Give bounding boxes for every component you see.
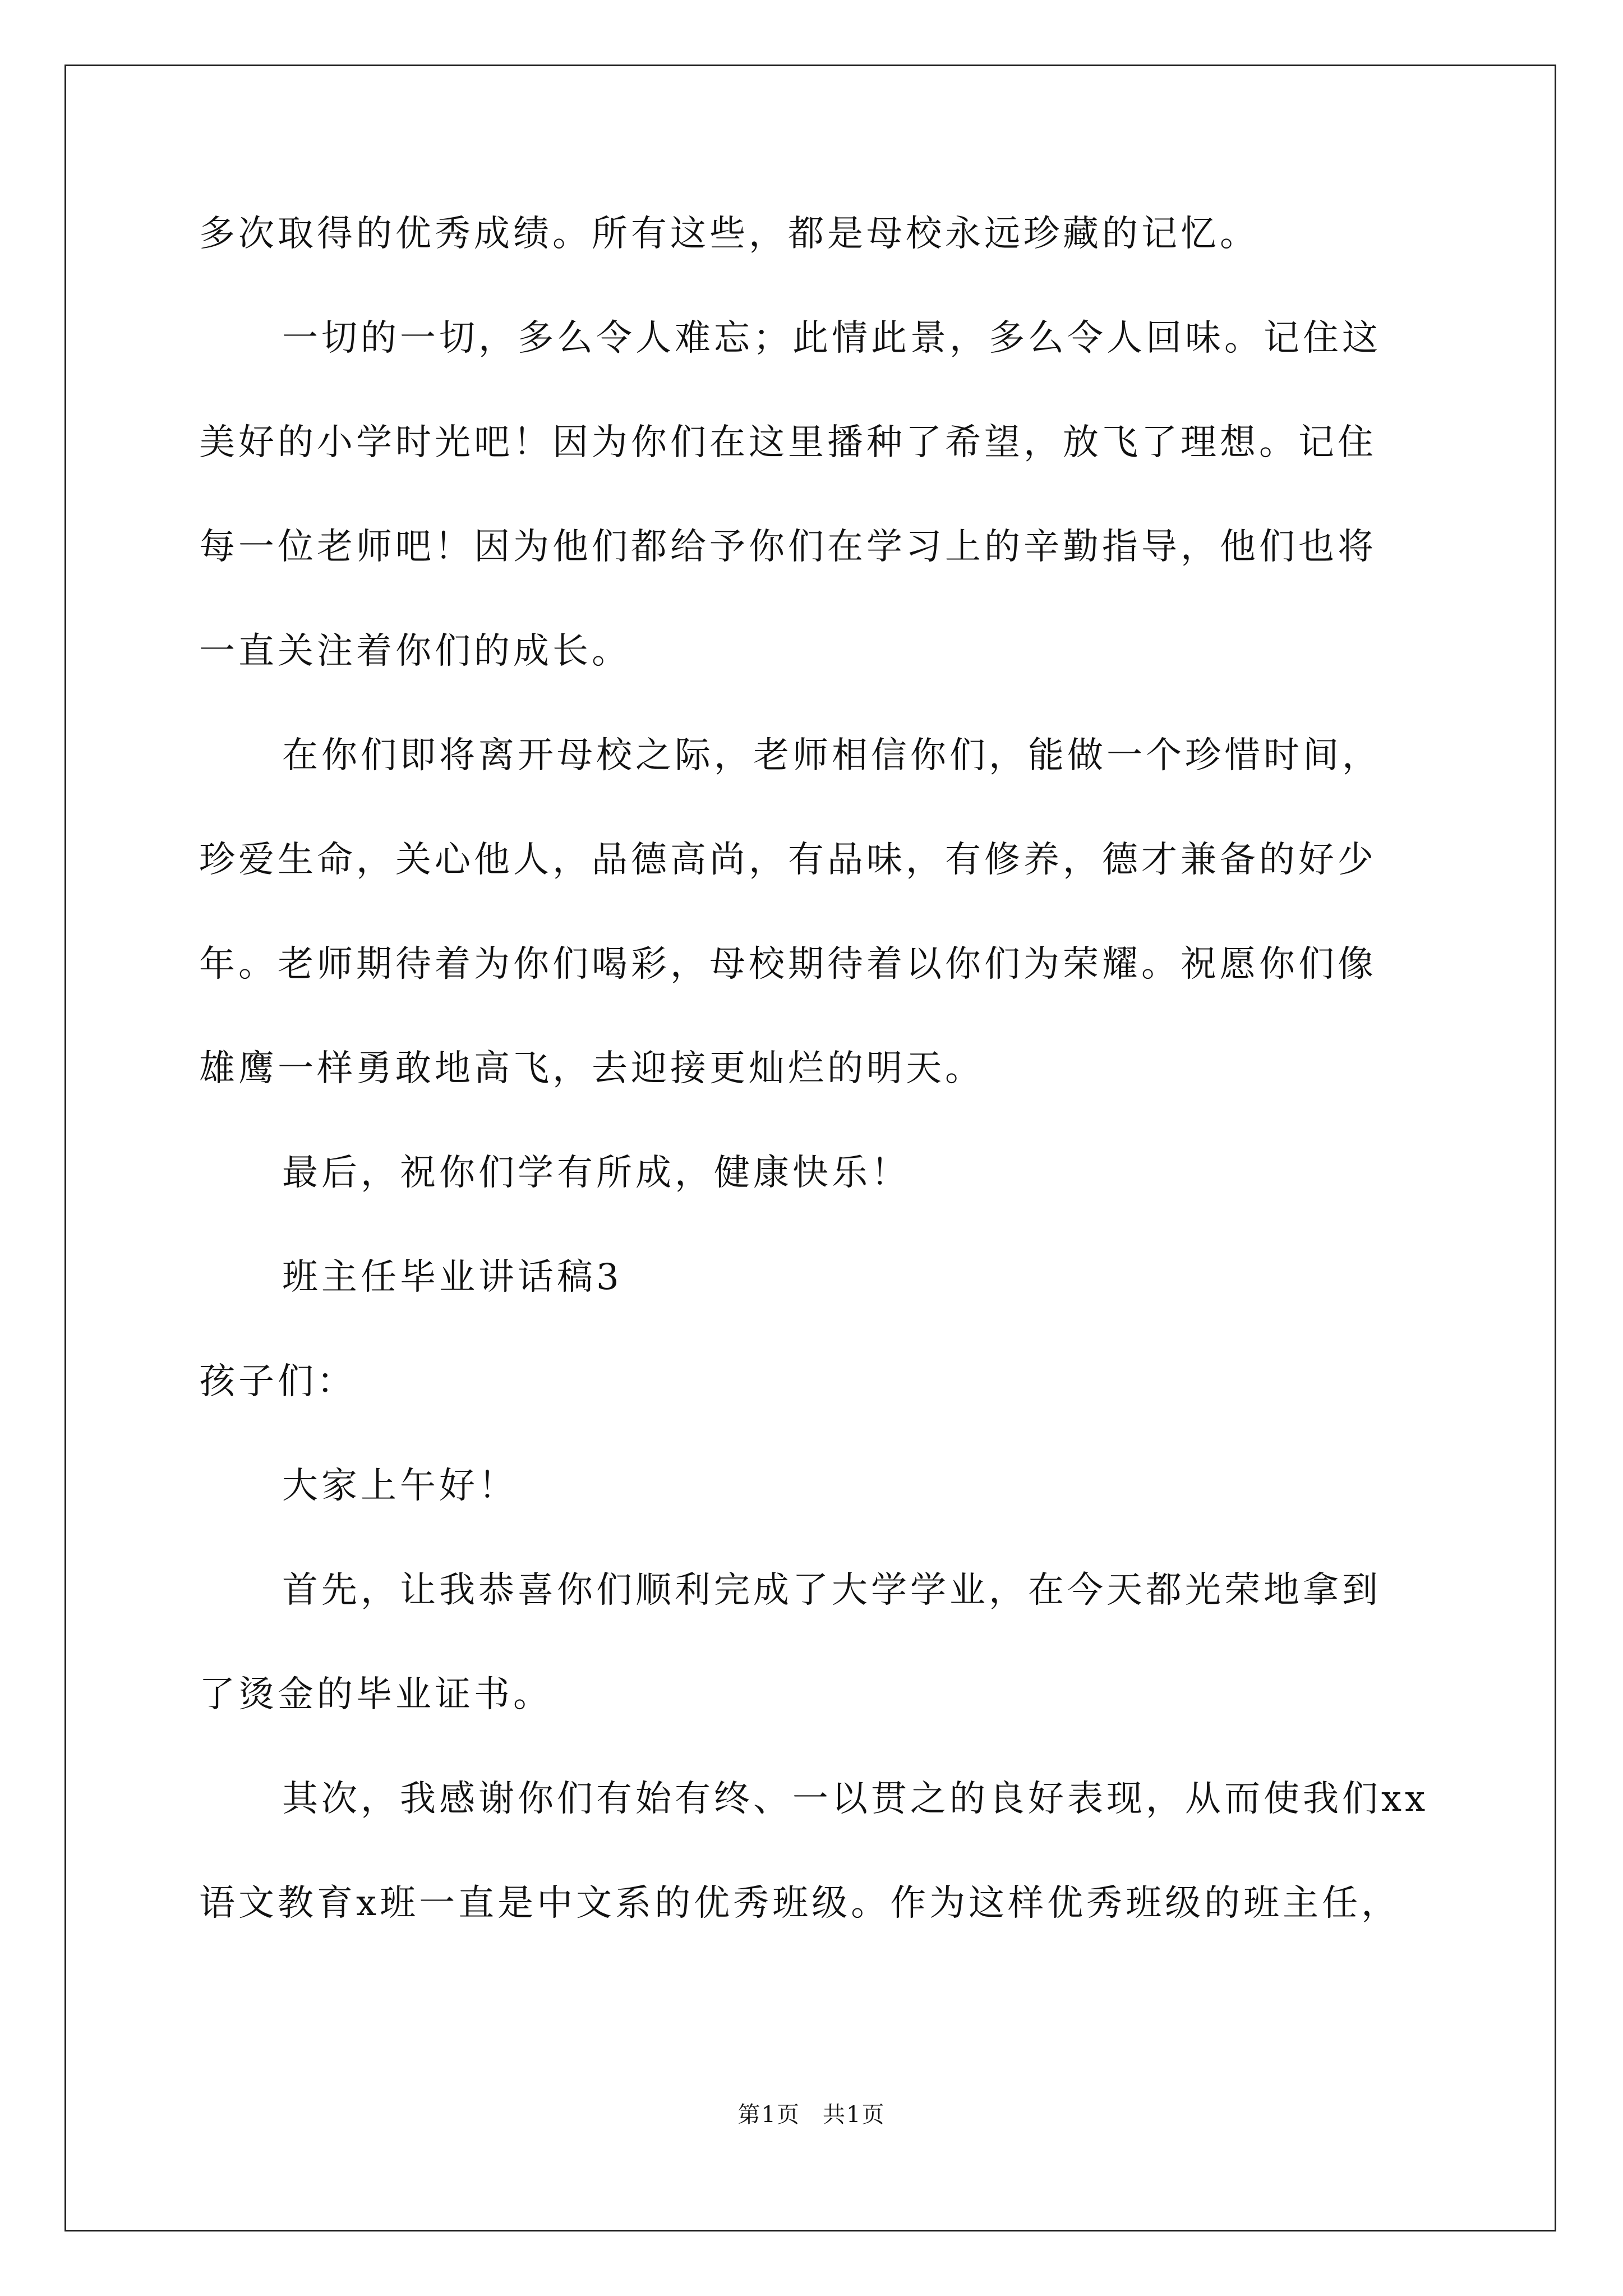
text-line: 在你们即将离开母校之际，老师相信你们，能做一个珍惜时间， (282, 735, 1381, 776)
salutation: 孩子们： (199, 1361, 356, 1402)
text-line: 了烫金的毕业证书。 (199, 1674, 552, 1715)
text-line: 语文教育x班一直是中文系的优秀班级。作为这样优秀班级的班主任， (199, 1883, 1401, 1924)
text-line: 其次，我感谢你们有始有终、一以贯之的良好表现，从而使我们xx (282, 1778, 1429, 1820)
section-heading: 班主任毕业讲话稿3 (282, 1257, 623, 1298)
text-line: 首先，让我恭喜你们顺利完成了大学学业，在今天都光荣地拿到 (282, 1570, 1381, 1611)
text-line: 一切的一切，多么令人难忘；此情此景，多么令人回味。记住这 (282, 318, 1381, 359)
page-number: 第1页 (737, 2102, 800, 2128)
text-line: 每一位老师吧！因为他们都给予你们在学习上的辛勤指导，他们也将 (199, 526, 1377, 568)
text-line: 年。老师期待着为你们喝彩，母校期待着以你们为荣耀。祝愿你们像 (199, 944, 1377, 985)
page-total: 共1页 (823, 2102, 886, 2128)
page-footer (0, 2104, 1623, 2126)
text-line: 多次取得的优秀成绩。所有这些，都是母校永远珍藏的记忆。 (199, 213, 1259, 255)
text-line: 珍爱生命，关心他人，品德高尚，有品味，有修养，德才兼备的好少 (199, 839, 1377, 881)
text-line: 雄鹰一样勇敢地高飞，去迎接更灿烂的明天。 (199, 1048, 984, 1089)
greeting: 大家上午好！ (282, 1465, 518, 1507)
text-line: 一直关注着你们的成长。 (199, 631, 631, 672)
text-line: 美好的小学时光吧！因为你们在这里播种了希望，放飞了理想。记住 (199, 422, 1377, 463)
text-line: 最后，祝你们学有所成，健康快乐！ (282, 1152, 910, 1194)
